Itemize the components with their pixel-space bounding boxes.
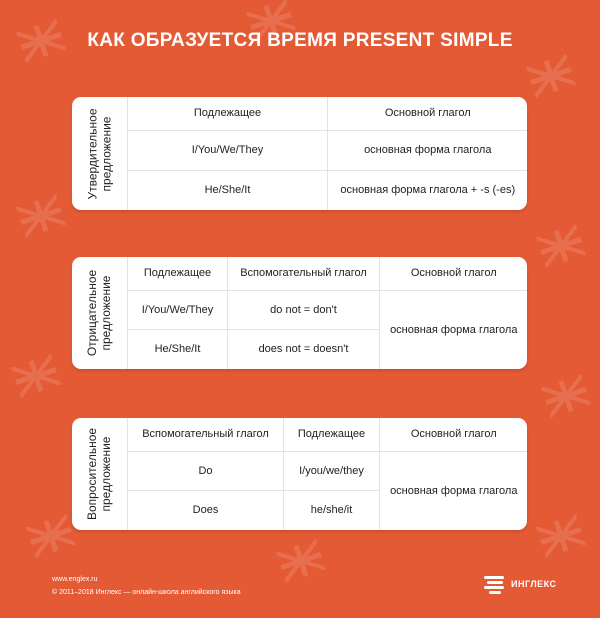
- footer-site-link[interactable]: www.englex.ru: [52, 576, 98, 583]
- interrogative-card: [72, 418, 527, 530]
- table-row: He/She/It основная форма глагола + -s (-es): [128, 170, 528, 210]
- logo-name: ИНГЛЕКС: [511, 579, 557, 589]
- englex-logo: [484, 575, 557, 593]
- footer-copyright: © 2011–2018 Инглекс — онлайн-школа английского языка: [52, 589, 241, 596]
- affirmative-table: [127, 97, 527, 210]
- main-verb-cell: основная форма глагола: [380, 290, 528, 369]
- englex-logo-icon: [484, 575, 506, 593]
- interrogative-table: [127, 418, 527, 530]
- header-cell: Вспомогательный глагол: [128, 418, 284, 451]
- table-row: Do I/you/we/they основная форма глагола: [128, 451, 528, 490]
- interrogative-side-label: Вопросительное предложение: [85, 427, 114, 521]
- header-cell: Подлежащее: [128, 97, 328, 130]
- table-row: He/She/It does not = doesn't: [128, 329, 528, 369]
- header-cell: Основной глагол: [380, 257, 528, 290]
- footer-info: [52, 573, 241, 599]
- affirmative-card: [72, 97, 527, 210]
- negative-card: [72, 257, 527, 369]
- header-cell: Подлежащее: [284, 418, 380, 451]
- header-cell: Основной глагол: [328, 97, 528, 130]
- affirmative-side-label: Утвердительное предложение: [85, 107, 114, 200]
- negative-table: [127, 257, 527, 369]
- table-row: Does he/she/it: [128, 490, 528, 530]
- main-verb-cell: основная форма глагола: [380, 451, 528, 530]
- table-row: I/You/We/They основная форма глагола: [128, 130, 528, 170]
- header-cell: Вспомогательный глагол: [228, 257, 380, 290]
- header-cell: Основной глагол: [380, 418, 528, 451]
- page-title: КАК ОБРАЗУЕТСЯ ВРЕМЯ PRESENT SIMPLE: [87, 30, 513, 51]
- negative-side-label: Отрицательное предложение: [85, 269, 114, 357]
- table-row: I/You/We/They do not = don't основная форма глагола: [128, 290, 528, 329]
- header-cell: Подлежащее: [128, 257, 228, 290]
